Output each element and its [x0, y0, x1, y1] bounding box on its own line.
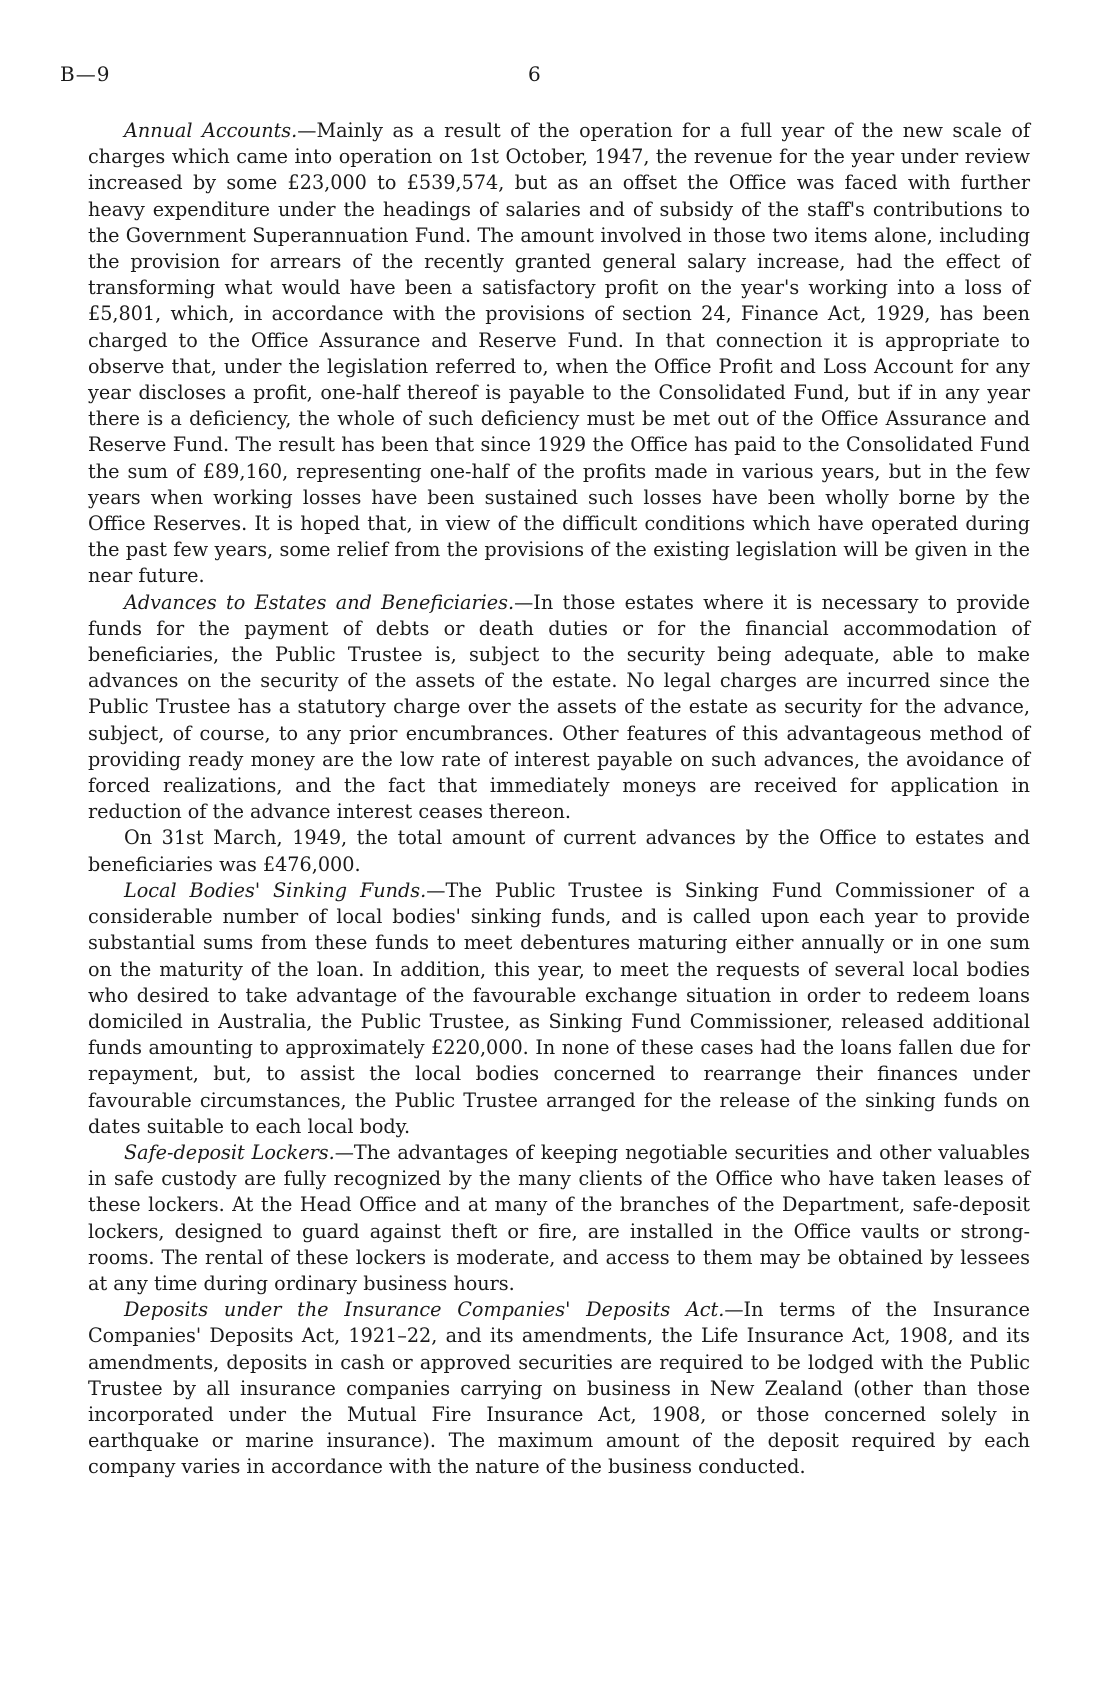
paragraph-safe-deposit: [88, 1140, 1030, 1297]
paragraph-annual-accounts: [88, 118, 1030, 590]
paragraph-insurance-deposits: [88, 1297, 1030, 1480]
page-number: 6: [528, 62, 542, 86]
section-heading: Local Bodies' Sinking Funds.: [124, 878, 427, 902]
paragraph-text: —In those estates where it is necessary to provide funds for the payment of debts or death duties or for the financial accommodation of beneficiaries, the Public Trustee is, subject to the security being adequate, able to make advances on the security of the assets of the estate. No legal charges are incurred since the Public Trustee has a statutory charge over the assets of the estate as security for the advance, subject, of course, to any prior encumbrances. Other features of this advantageous method of providing ready money are the low rate of interest payable on such advances, the avoidance of forced realizations, and the fact that immediately moneys are received for application in reduction of the advance interest ceases thereon.: [88, 590, 1031, 824]
document-reference: B—9: [60, 62, 111, 86]
paragraph-sinking-funds: [88, 878, 1030, 1140]
paragraph-text: —The Public Trustee is Sinking Fund Commissioner of a considerable number of local bodies' sinking funds, and is called upon each year to provide substantial sums from these funds to meet debentures maturing either annually or in one sum on the maturity of the loan. In addition, this year, to meet the requests of several local bodies who desired to take advantage of the favourable exchange situation in order to redeem loans domiciled in Australia, the Public Trustee, as Sinking Fund Commissioner, released additional funds amounting to approximately £220,000. In none of these cases had the loans fallen due for repayment, but, to assist the local bodies concerned to rearrange their finances under favourable circumstances, the Public Trustee arranged for the release of the sinking funds on dates suitable to each local body.: [88, 878, 1030, 1138]
paragraph-advances-total: [88, 825, 1030, 877]
paragraph-advances: [88, 590, 1030, 826]
section-heading: Safe-deposit Lockers.: [124, 1140, 335, 1164]
running-head: [60, 62, 1060, 92]
paragraph-text: —Mainly as a result of the operation for a full year of the new scale of charges which came into operation on 1st October, 1947, the revenue for the year under review increased by some £23,000 to £539,574, but as an offset the Office was faced with further heavy expenditure under the headings of salaries and of subsidy of the staff's contributions to the Government Superannuation Fund. The amount involved in those two items alone, including the provision for arrears of the recently granted general salary increase, had the effect of transforming what would have been a satisfactory profit on the year's working into a loss of £5,801, which, in accordance with the provisions of section 24, Finance Act, 1929, has been charged to the Office Assurance and Reserve Fund. In that connection it is appropriate to observe that, under the legislation referred to, when the Office Profit and Loss Account for any year discloses a profit, one-half thereof is payable to the Consolidated Fund, but if in any year there is a deficiency, the whole of such deficiency must be met out of the Office Assurance and Reserve Fund. The result has been that since 1929 the Office has paid to the Consolidated Fund the sum of £89,160, representing one-half of the profits made in various years, but in the few years when working losses have been sustained such losses have been wholly borne by the Office Reserves. It is hoped that, in view of the difficult conditions which have operated during the past few years, some relief from the provisions of the existing legislation will be given in the near future.: [88, 119, 1030, 588]
paragraph-text: —In terms of the Insurance Companies' Deposits Act, 1921–22, and its amendments, the Life Insurance Act, 1908, and its amendments, deposits in cash or approved securities are required to be lodged with the Public Trustee by all insurance companies carrying on business in New Zealand (other than those incorporated under the Mutual Fire Insurance Act, 1908, or those concerned solely in earthquake or marine insurance). The maximum amount of the deposit required by each company varies in accordance with the nature of the business conducted.: [88, 1298, 1031, 1479]
paragraph-text: —The advantages of keeping negotiable securities and other valuables in safe custody are fully recognized by the many clients of the Office who have taken leases of these lockers. At the Head Office and at many of the branches of the Department, safe-deposit lockers, designed to guard against theft or fire, are installed in the Office vaults or strong-rooms. The rental of these lockers is moderate, and access to them may be obtained by lessees at any time during ordinary business hours.: [88, 1140, 1030, 1295]
paragraph-text: On 31st March, 1949, the total amount of current advances by the Office to estates and beneficiaries was £476,000.: [88, 826, 1030, 876]
section-heading: Advances to Estates and Beneficiaries.: [124, 590, 515, 614]
section-heading: Annual Accounts.: [124, 119, 298, 142]
body-text: [88, 118, 1030, 1481]
section-heading: Deposits under the Insurance Companies' Deposits Act.: [124, 1298, 725, 1322]
